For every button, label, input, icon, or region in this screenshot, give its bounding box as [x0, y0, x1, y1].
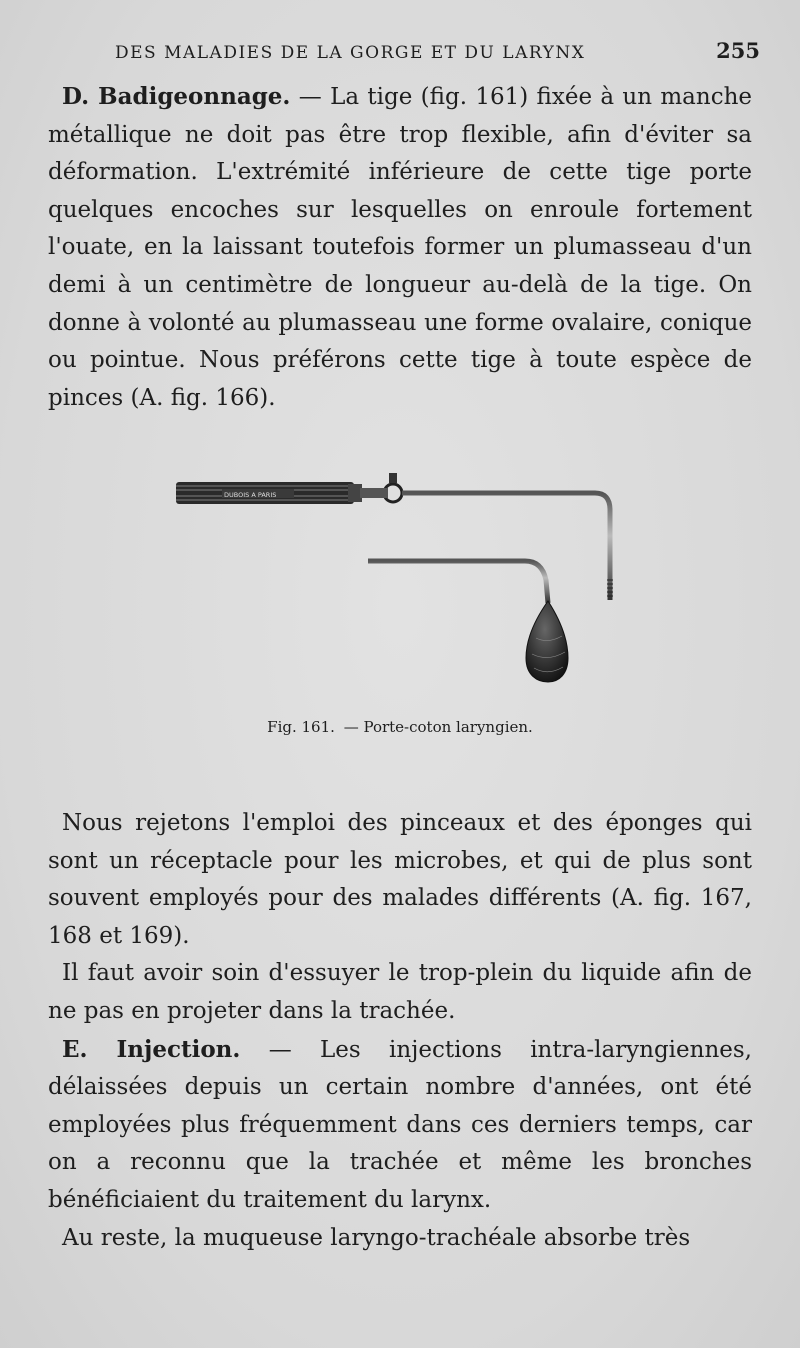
porte-coton-illustration	[170, 468, 630, 690]
figure-title: — Porte-coton laryngien.	[343, 718, 533, 736]
figure-number: Fig. 161.	[267, 718, 335, 736]
page-number: 255	[716, 38, 760, 63]
text-block-bottom	[48, 805, 752, 1257]
rod-lower-icon	[368, 561, 548, 603]
cotton-plug-icon	[526, 601, 568, 682]
text-block-top	[48, 78, 752, 417]
clamp-screw-icon	[360, 473, 402, 502]
running-head-title: DES MALADIES DE LA GORGE ET DU LARYNX	[115, 43, 586, 63]
paragraph-reste: Au reste, la muqueuse laryngo-trachéale absorbe très	[62, 1224, 691, 1251]
paragraph-injection	[48, 1031, 752, 1220]
engraving-label: DUBOIS A PARIS	[224, 491, 277, 499]
rod-upper-icon	[402, 493, 610, 600]
paragraph-pinceaux: Nous rejetons l'emploi des pinceaux et des éponges qui sont un réceptacle pour les microbes, et qui de plus sont souvent employés pour des malades différents (A. fig. 167, 168 et 169).	[48, 810, 752, 949]
paragraph-badigeonnage	[48, 78, 752, 417]
paragraph-injection-text: — Les injections intra-laryngiennes, délaissées depuis un certain nombre d'années, ont été employées plus fréquemment dans ces derniers temps, car on a reconnu que la trachée et même les bronches bénéficiaient du traitement du larynx.	[48, 1036, 752, 1213]
section-label-injection: E. Injection.	[62, 1035, 241, 1063]
handle-icon	[176, 482, 362, 504]
figure-porte-coton	[170, 468, 630, 690]
section-label-badigeonnage: D. Badigeonnage.	[62, 83, 291, 110]
figure-caption	[0, 718, 800, 736]
paragraph-essuyer: Il faut avoir soin d'essuyer le trop-plein du liquide afin de ne pas en projeter dans la trachée.	[48, 960, 752, 1024]
paragraph-badigeonnage-text: — La tige (fig. 161) fixée à un manche métallique ne doit pas être trop flexible, afin d'éviter sa déformation. L'extrémité inférieure de cette tige porte quelques encoches sur lesquelles on enroule fortement l'ouate, en la laissant toutefois former un plumasseau d'un demi à un centimètre de longueur au-delà de la tige. On donne à volonté au plumasseau une forme ovalaire, conique ou pointue. Nous préférons cette tige à toute espèce de pinces (A. fig. 166).	[48, 84, 753, 411]
running-head	[115, 38, 760, 63]
